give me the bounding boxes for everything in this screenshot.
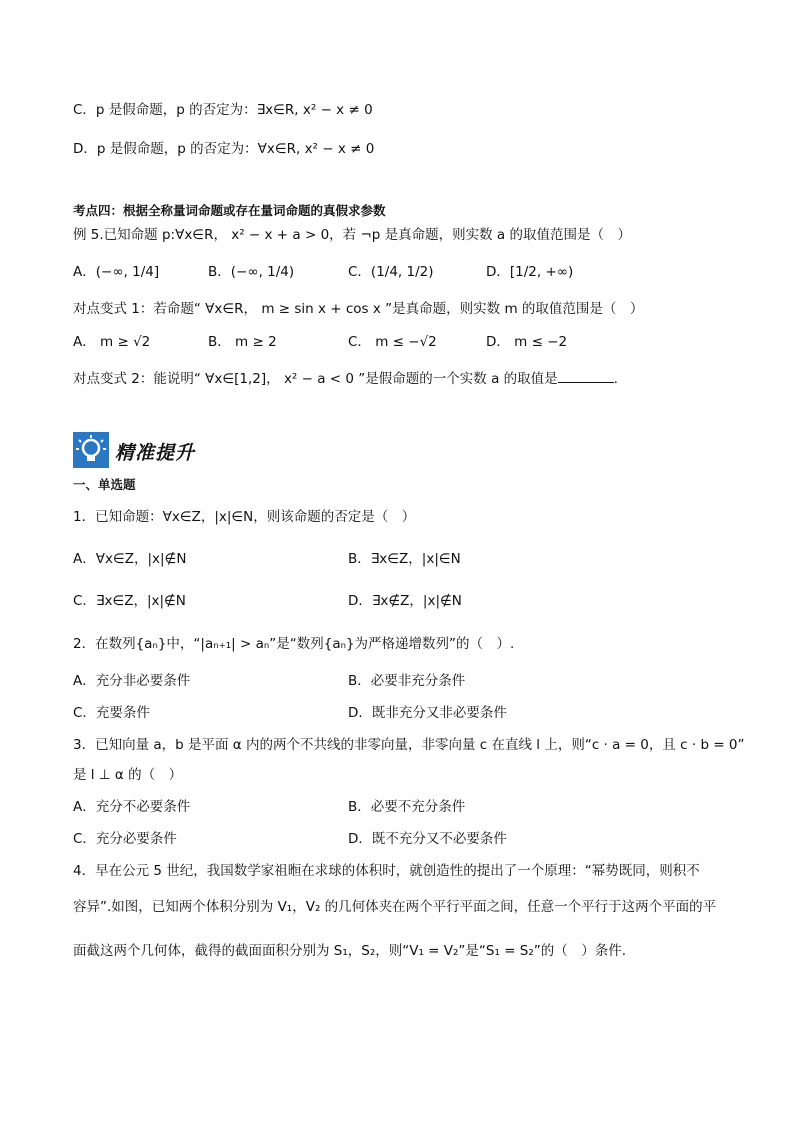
q3-option-b: B．必要不充分条件 (348, 799, 466, 815)
question-3-line-2: 是 l ⊥ α 的（ ） (73, 767, 183, 783)
v1-option-a: A． m ≥ √2 (73, 334, 151, 350)
q1-option-d: D．∃x∉Z，|x|∉N (348, 593, 462, 609)
ex5-option-c: C．(1/4, 1/2) (348, 264, 434, 280)
q2-option-c: C．充要条件 (73, 705, 150, 721)
banner-title: 精准提升 (115, 442, 196, 464)
q1-option-c: C．∃x∈Z，|x|∉N (73, 593, 186, 609)
q2-option-b: B．必要非充分条件 (348, 673, 466, 689)
v1-option-b: B． m ≥ 2 (208, 334, 277, 350)
option-c-prev: C．p 是假命题，p 的否定为：∃x∈R, x² − x ≠ 0 (73, 102, 373, 118)
part-heading: 一、单选题 (73, 477, 136, 492)
question-4-line-1: 4．早在公元 5 世纪，我国数学家祖暅在求球的体积时，就创造性的提出了一个原理：“幂势既同，则积不 (73, 863, 700, 879)
q3-option-c: C．充分必要条件 (73, 831, 177, 847)
q2-option-d: D．既非充分又非必要条件 (348, 705, 507, 721)
answer-blank (558, 370, 614, 383)
q3-option-d: D．既不充分又不必要条件 (348, 831, 507, 847)
q1-option-a: A．∀x∈Z，|x|∉N (73, 551, 187, 567)
lightbulb-icon (73, 432, 109, 468)
example-5: 例 5.已知命题 p:∀x∈R， x² − x + a > 0，若 ¬p 是真命题，则实数 a 的取值范围是（ ） (73, 227, 631, 243)
ex5-option-d: D．[1/2, +∞) (486, 264, 574, 280)
question-3-line-1: 3．已知向量 a，b 是平面 α 内的两个不共线的非零向量，非零向量 c 在直线 l 上，则“c · a = 0，且 c · b = 0” (73, 737, 745, 753)
variant-1: 对点变式 1：若命题“ ∀x∈R， m ≥ sin x + cos x ”是真命题，则实数 m 的取值范围是（ ） (73, 301, 644, 317)
variant-2 (73, 370, 618, 388)
ex5-option-b: B．(−∞, 1/4) (208, 264, 295, 280)
option-d-prev: D．p 是假命题，p 的否定为：∀x∈R, x² − x ≠ 0 (73, 141, 375, 157)
section-heading: 考点四：根据全称量词命题或存在量词命题的真假求参数 (73, 203, 386, 218)
q3-option-a: A．充分不必要条件 (73, 799, 191, 815)
question-4-line-2: 容异”.如图，已知两个体积分别为 V₁，V₂ 的几何体夹在两个平行平面之间，任意一个平行于这两个平面的平 (73, 899, 717, 915)
ex5-option-a: A．(−∞, 1/4] (73, 264, 160, 280)
q2-option-a: A．充分非必要条件 (73, 673, 191, 689)
v1-option-d: D． m ≤ −2 (486, 334, 568, 350)
section-banner (73, 432, 273, 470)
question-1: 1．已知命题：∀x∈Z，|x|∈N，则该命题的否定是（ ） (73, 509, 416, 525)
variant-2-end: . (613, 371, 618, 387)
question-4-line-3: 面截这两个几何体，截得的截面面积分别为 S₁，S₂，则“V₁ = V₂”是“S₁ = S₂”的（ ）条件. (73, 943, 627, 959)
question-2: 2．在数列{aₙ}中，“|aₙ₊₁| > aₙ”是“数列{aₙ}为严格递增数列”的（ ）. (73, 636, 515, 652)
v1-option-c: C． m ≤ −√2 (348, 334, 437, 350)
variant-2-text: 对点变式 2：能说明“ ∀x∈[1,2]， x² − a < 0 ”是假命题的一个实数 a 的取值是 (73, 371, 558, 387)
q1-option-b: B．∃x∈Z，|x|∈N (348, 551, 461, 567)
